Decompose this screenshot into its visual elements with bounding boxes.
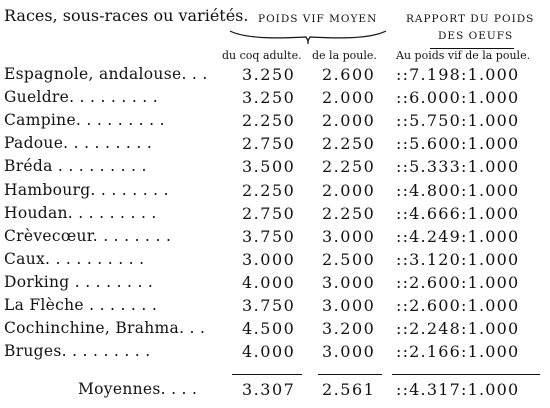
row-rapport: ::2.248:1.000 <box>396 319 520 338</box>
row-rapport: ::2.600:1.000 <box>396 273 520 292</box>
row-poule: 2.600 <box>322 65 376 84</box>
row-coq: 4.000 <box>242 342 296 361</box>
subheader-poule: de la poule. <box>312 49 377 62</box>
poids-brace <box>228 28 388 46</box>
row-rapport: ::4.666:1.000 <box>396 204 520 223</box>
row-rapport: ::2.600:1.000 <box>396 296 520 315</box>
row-coq: 3.000 <box>242 250 296 269</box>
row-coq: 2.750 <box>242 204 296 223</box>
subheader-coq: du coq adulte. <box>222 49 302 62</box>
totals-rule-coq <box>232 374 302 375</box>
header-poids-vif: POIDS VIF MOYEN <box>258 13 378 25</box>
row-coq: 3.250 <box>242 65 296 84</box>
totals-label: Moyennes. . . . <box>78 380 198 398</box>
row-coq: 2.250 <box>242 181 296 200</box>
row-rapport: ::7.198:1.000 <box>396 65 520 84</box>
totals-rapport: ::4.317:1.000 <box>396 380 520 399</box>
row-coq: 3.750 <box>242 227 296 246</box>
row-name: Caux. . . . . . . . . . <box>4 250 145 268</box>
row-coq: 4.000 <box>242 273 296 292</box>
row-poule: 2.250 <box>322 134 376 153</box>
row-rapport: ::2.166:1.000 <box>396 342 520 361</box>
row-name: Hambourg. . . . . . . . <box>4 181 169 199</box>
row-poule: 2.000 <box>322 88 376 107</box>
row-coq: 3.750 <box>242 296 296 315</box>
subheader-rapport: Au poids vif de la poule. <box>396 49 531 62</box>
row-name: Dorking . . . . . . . . <box>4 273 154 291</box>
row-coq: 4.500 <box>242 319 296 338</box>
row-name: Cochinchine, Brahma. . . <box>4 319 206 337</box>
row-poule: 3.000 <box>322 296 376 315</box>
row-name: Gueldre. . . . . . . . . <box>4 88 158 106</box>
totals-coq: 3.307 <box>242 380 296 399</box>
row-name: Espagnole, andalouse. . . <box>4 65 208 83</box>
row-poule: 2.000 <box>322 111 376 130</box>
row-rapport: ::5.600:1.000 <box>396 134 520 153</box>
header-rapport-2: DES OEUFS <box>438 30 514 42</box>
row-poule: 2.250 <box>322 157 376 176</box>
totals-rule-rapport <box>392 374 540 375</box>
row-poule: 3.200 <box>322 319 376 338</box>
row-rapport: ::5.333:1.000 <box>396 157 520 176</box>
row-poule: 2.500 <box>322 250 376 269</box>
row-name: Campine. . . . . . . . . <box>4 111 165 129</box>
row-name: Bréda . . . . . . . . . <box>4 157 147 175</box>
row-name: Bruges. . . . . . . . . <box>4 342 151 360</box>
header-races: Races, sous-races ou variétés. <box>4 6 249 25</box>
row-name: Houdan. . . . . . . . . <box>4 204 157 222</box>
row-poule: 3.000 <box>322 227 376 246</box>
row-coq: 3.500 <box>242 157 296 176</box>
totals-poule: 2.561 <box>322 380 376 399</box>
row-poule: 3.000 <box>322 273 376 292</box>
row-rapport: ::5.750:1.000 <box>396 111 520 130</box>
row-name: Padoue. . . . . . . . . <box>4 134 153 152</box>
row-rapport: ::3.120:1.000 <box>396 250 520 269</box>
row-poule: 2.250 <box>322 204 376 223</box>
row-name: Crèvecœur. . . . . . . . <box>4 227 172 245</box>
row-rapport: ::6.000:1.000 <box>396 88 520 107</box>
row-poule: 3.000 <box>322 342 376 361</box>
totals-rule-poule <box>318 374 382 375</box>
row-coq: 2.750 <box>242 134 296 153</box>
row-name: La Flèche . . . . . . . <box>4 296 158 314</box>
header-rapport-1: RAPPORT DU POIDS <box>406 13 535 25</box>
row-coq: 3.250 <box>242 88 296 107</box>
row-rapport: ::4.249:1.000 <box>396 227 520 246</box>
row-poule: 2.000 <box>322 181 376 200</box>
row-coq: 2.250 <box>242 111 296 130</box>
row-rapport: ::4.800:1.000 <box>396 181 520 200</box>
